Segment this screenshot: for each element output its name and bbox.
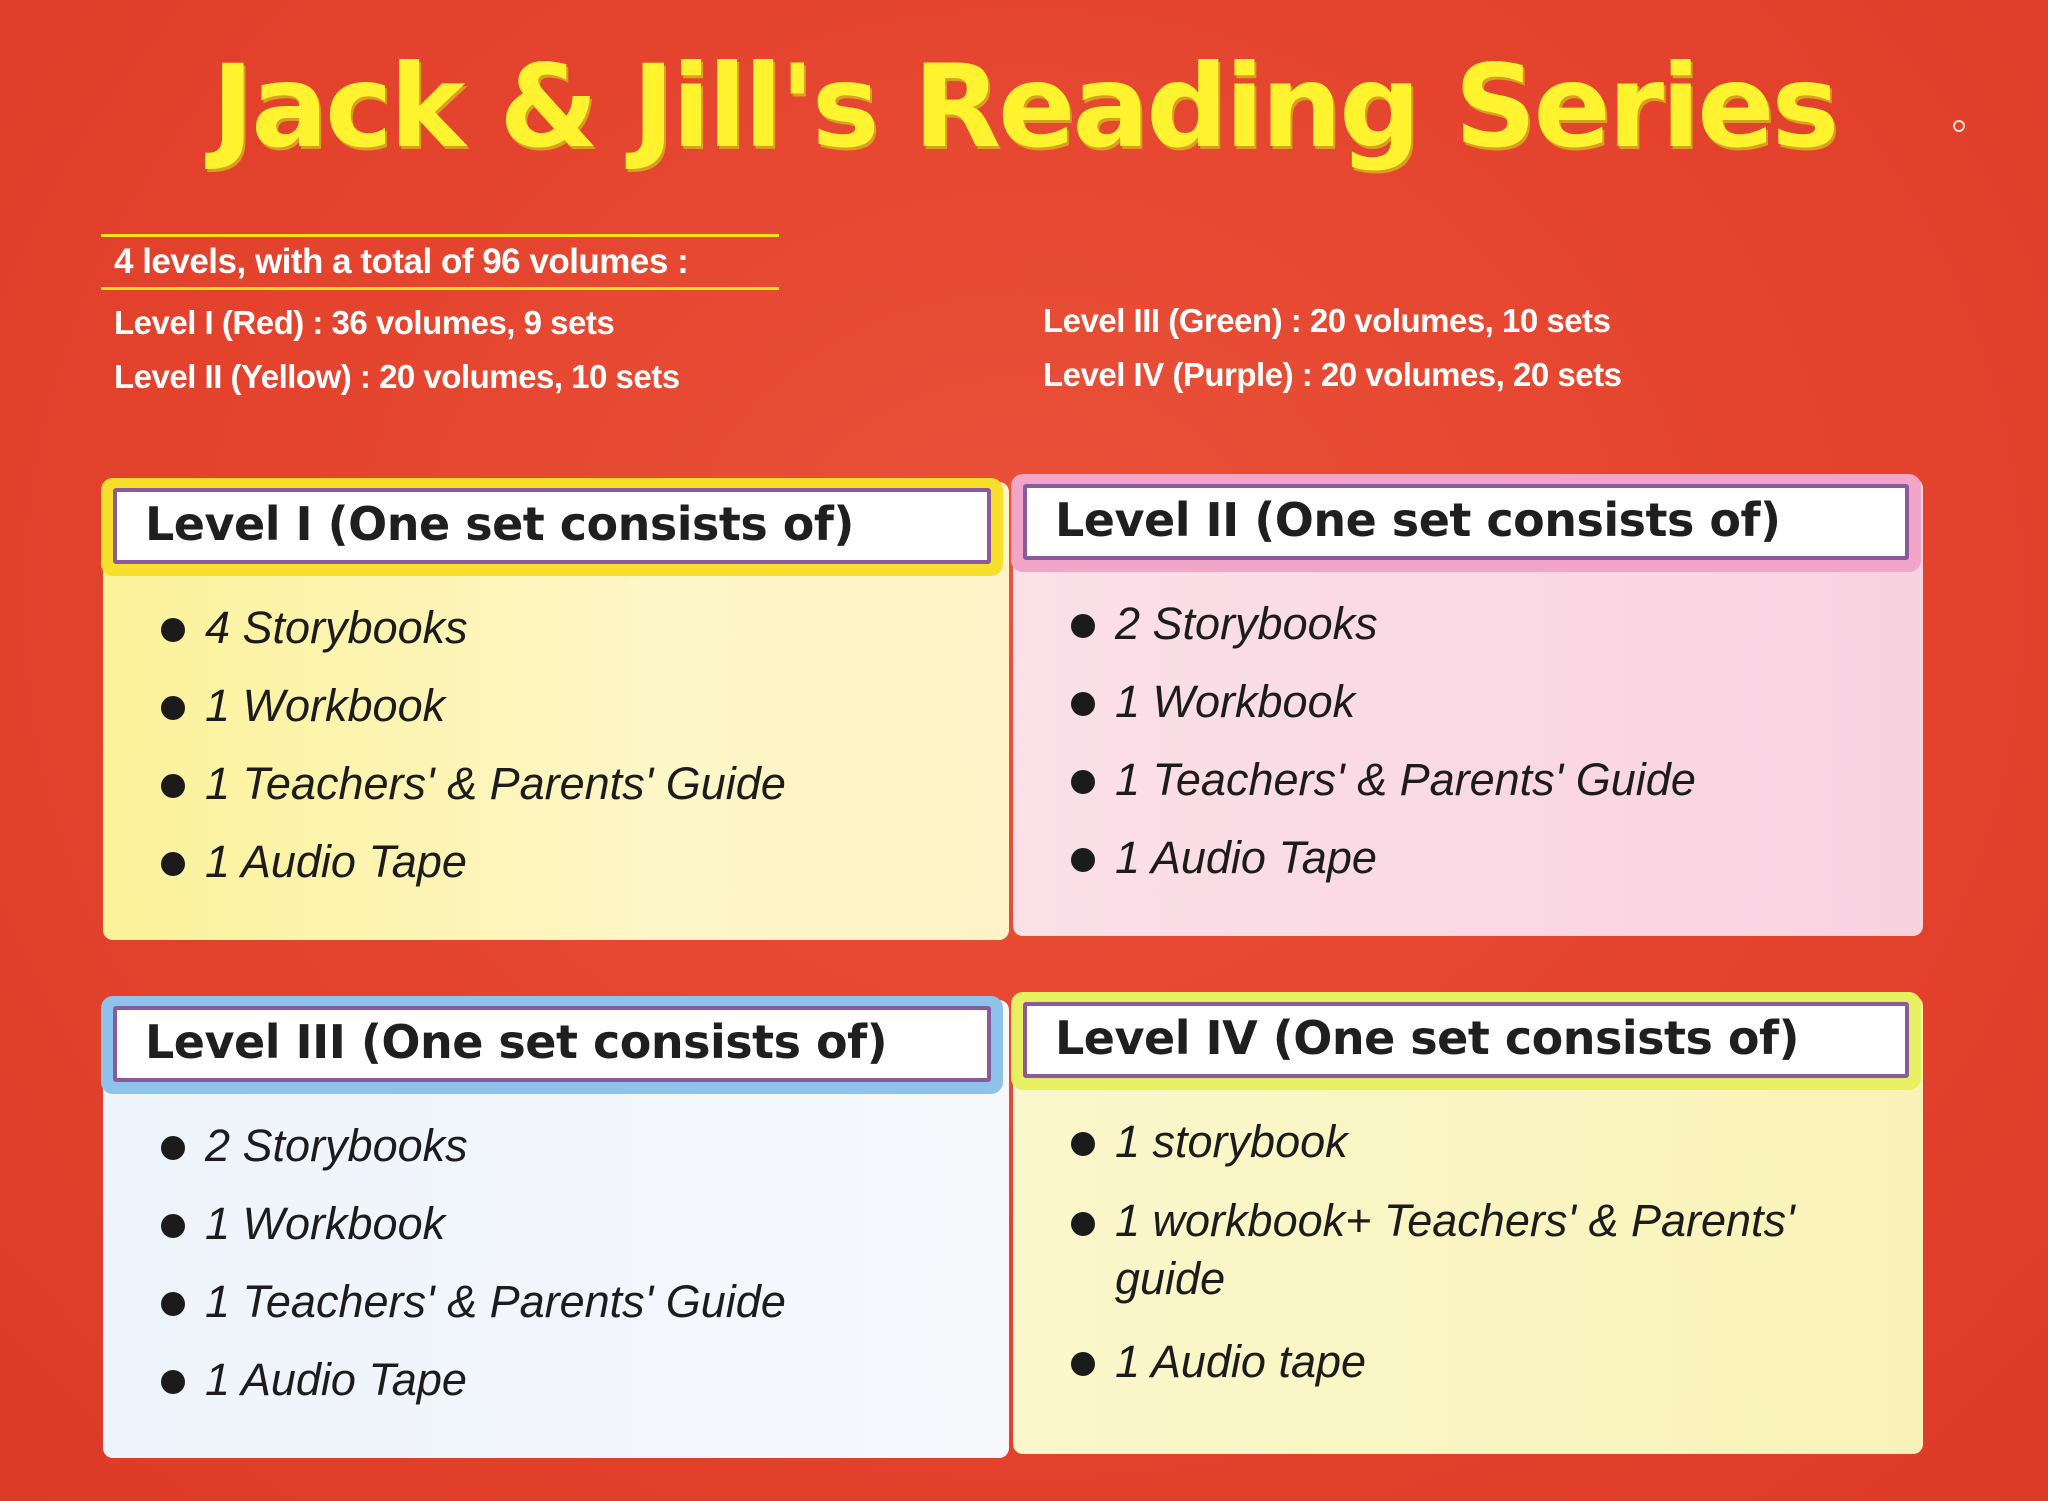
- summary-level-4: Level IV (Purple) : 20 volumes, 20 sets: [1043, 356, 1622, 393]
- summary-level-2: Level II (Yellow) : 20 volumes, 10 sets: [114, 358, 680, 395]
- level-3-card-header: [101, 996, 1003, 1094]
- level-4-card: [1013, 996, 1923, 1454]
- bullet-icon: [1071, 1352, 1095, 1376]
- level-3-card-title: Level III (One set consists of): [113, 1006, 991, 1082]
- list-item: 1 Workbook: [1065, 678, 1696, 726]
- summary-heading: 4 levels, with a total of 96 volumes :: [101, 234, 779, 290]
- level-1-card-title: Level I (One set consists of): [113, 488, 991, 564]
- bullet-icon: [161, 696, 185, 720]
- bullet-icon: [1071, 692, 1095, 716]
- level-2-card-title: Level II (One set consists of): [1023, 484, 1909, 560]
- bullet-icon: [161, 852, 185, 876]
- level-4-card-header: [1011, 992, 1921, 1090]
- list-item: 1 Audio Tape: [1065, 834, 1696, 882]
- bullet-icon: [1071, 1132, 1095, 1156]
- list-item: 1 Teachers' & Parents' Guide: [155, 1278, 786, 1326]
- level-1-item-list: [155, 604, 786, 916]
- bullet-icon: [161, 1136, 185, 1160]
- level-2-item-list: [1065, 600, 1696, 912]
- list-item: 1 Audio tape: [1065, 1338, 1875, 1386]
- bullet-icon: [161, 1292, 185, 1316]
- level-3-item-list: [155, 1122, 786, 1434]
- list-item: 2 Storybooks: [1065, 600, 1696, 648]
- list-item: 1 Audio Tape: [155, 1356, 786, 1404]
- bullet-icon: [1071, 1212, 1095, 1236]
- level-2-card: [1013, 478, 1923, 936]
- bullet-icon: [161, 1370, 185, 1394]
- list-item: 1 Workbook: [155, 682, 786, 730]
- list-item: 1 Teachers' & Parents' Guide: [1065, 756, 1696, 804]
- page-title: Jack & Jill's Reading Series: [211, 40, 1837, 173]
- bullet-icon: [1071, 614, 1095, 638]
- list-item: 1 Teachers' & Parents' Guide: [155, 760, 786, 808]
- summary-level-3: Level III (Green) : 20 volumes, 10 sets: [1043, 302, 1611, 339]
- list-item: 1 Workbook: [155, 1200, 786, 1248]
- bullet-icon: [161, 774, 185, 798]
- level-4-item-list: [1065, 1118, 1875, 1416]
- level-1-card-header: [101, 478, 1003, 576]
- level-3-card: [103, 1000, 1009, 1458]
- bullet-icon: [1071, 770, 1095, 794]
- summary-level-1: Level I (Red) : 36 volumes, 9 sets: [114, 304, 615, 341]
- list-item: 1 Audio Tape: [155, 838, 786, 886]
- bullet-icon: [1071, 848, 1095, 872]
- level-2-card-header: [1011, 474, 1921, 572]
- list-item: 2 Storybooks: [155, 1122, 786, 1170]
- bullet-icon: [161, 618, 185, 642]
- bullet-icon: [161, 1214, 185, 1238]
- list-item: 1 storybook: [1065, 1118, 1875, 1166]
- level-4-card-title: Level IV (One set consists of): [1023, 1002, 1909, 1078]
- level-1-card: [103, 482, 1009, 940]
- list-item: 1 workbook+ Teachers' & Parents' guide: [1065, 1192, 1875, 1308]
- decorative-dot: [1953, 120, 1965, 132]
- list-item: 4 Storybooks: [155, 604, 786, 652]
